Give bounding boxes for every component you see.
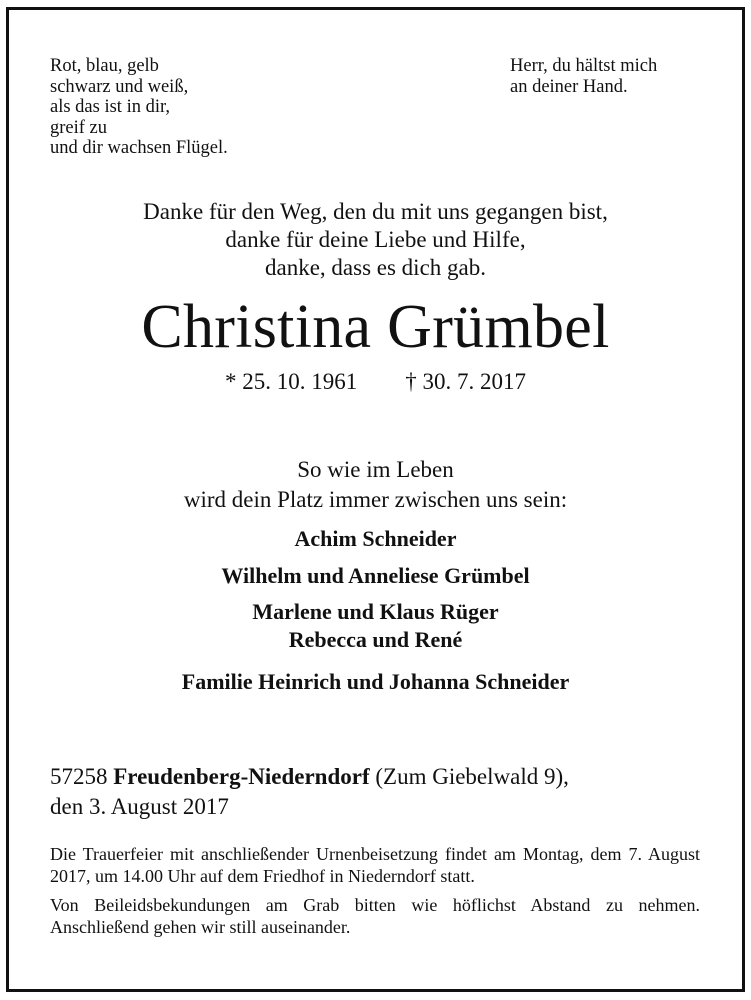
mourner-line: Rebecca und René bbox=[288, 627, 463, 652]
poem-left bbox=[50, 56, 228, 159]
poem-right-line: Herr, du hältst mich bbox=[510, 56, 658, 76]
closing-line: wird dein Platz immer zwischen uns sein: bbox=[183, 487, 568, 512]
poem-right-line: an deiner Hand. bbox=[510, 76, 628, 97]
life-dates bbox=[0, 368, 751, 396]
death-date: † 30. 7. 2017 bbox=[405, 369, 526, 394]
postcode: 57258 bbox=[50, 764, 108, 789]
mourner-line: Familie Heinrich und Johanna Schneider bbox=[181, 669, 570, 694]
deceased-name: Christina Grümbel bbox=[141, 293, 610, 361]
address-line bbox=[50, 762, 569, 792]
birth-date: * 25. 10. 1961 bbox=[225, 369, 358, 394]
thanks-line: Danke für den Weg, den du mit uns gegangen bist, bbox=[143, 199, 608, 224]
poem-right bbox=[510, 56, 657, 97]
street: (Zum Giebelwald 9), bbox=[375, 764, 569, 789]
poem-left-line: greif zu bbox=[50, 117, 108, 138]
thanks-line: danke, dass es dich gab. bbox=[265, 255, 486, 280]
thanks-line: danke für deine Liebe und Hilfe, bbox=[225, 227, 526, 252]
mourner-line: Marlene und Klaus Rüger bbox=[252, 599, 499, 624]
town: Freudenberg-Niederndorf bbox=[113, 764, 370, 789]
poem-left-line: als das ist in dir, bbox=[50, 97, 171, 118]
mourner-line: Achim Schneider bbox=[294, 526, 457, 551]
poem-left-line: und dir wachsen Flügel. bbox=[50, 138, 228, 159]
mourner-group bbox=[0, 598, 751, 654]
closing-line: So wie im Leben bbox=[297, 457, 454, 482]
thanks-verse bbox=[0, 198, 751, 282]
poem-left-line: schwarz und weiß, bbox=[50, 76, 189, 97]
condolence-notice: Von Beileidsbekundungen am Grab bitten wie höflichst Abstand zu nehmen. Anschließend gehen wir still auseinander. bbox=[50, 895, 700, 937]
mourner-line: Wilhelm und Anneliese Grümbel bbox=[221, 563, 530, 588]
poem-left-line: Rot, blau, gelb bbox=[50, 56, 159, 76]
funeral-notice: Die Trauerfeier mit anschließender Urnenbeisetzung findet am Montag, dem 7. August 2017, um 14.00 Uhr auf dem Friedhof in Niederndorf statt. bbox=[50, 844, 700, 886]
closing-verse bbox=[0, 455, 751, 515]
address-block bbox=[50, 762, 569, 822]
date-line: den 3. August 2017 bbox=[50, 794, 229, 819]
